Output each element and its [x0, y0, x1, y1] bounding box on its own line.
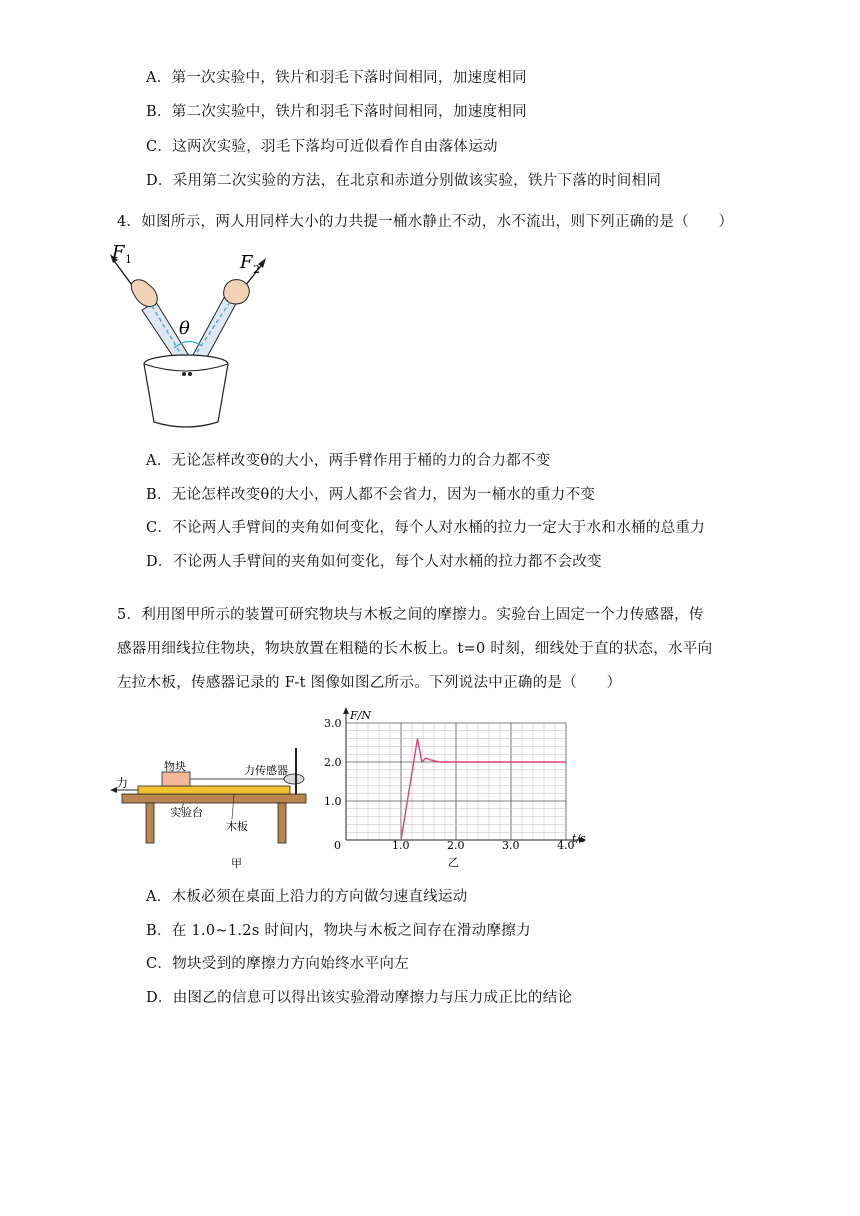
x-tick-label: 4.0	[557, 839, 575, 852]
q5-stem-line-1: 5．利用图甲所示的装置可研究物块与木板之间的摩擦力。实验台上固定一个力传感器，传	[117, 607, 704, 623]
ft-chart	[318, 700, 598, 872]
x-tick-label: 0	[334, 839, 341, 852]
x-tick-label: 2.0	[447, 839, 465, 852]
q3-option-a: A．第一次实验中，铁片和羽毛下落时间相同，加速度相同	[146, 70, 527, 86]
board	[138, 786, 290, 794]
f1-subscript: 1	[125, 253, 132, 266]
q4-option-c: C．不论两人手臂间的夹角如何变化，每个人对水桶的拉力一定大于水和水桶的总重力	[146, 520, 705, 536]
f1-label: F	[112, 242, 125, 263]
force-label: 力	[116, 776, 129, 790]
q3-option-d: D．采用第二次实验的方法，在北京和赤道分别做该实验，铁片下落的时间相同	[146, 173, 662, 189]
q4-option-b: B．无论怎样改变θ的大小，两人都不会省力，因为一桶水的重力不变	[146, 487, 596, 503]
q5-stem-line-3: 左拉木板，传感器记录的 F-t 图像如图乙所示。下列说法中正确的是（ ）	[117, 675, 622, 691]
q4-option-a: A．无论怎样改变θ的大小，两手臂作用于桶的力的合力都不变	[146, 453, 551, 469]
q5-option-a: A．木板必须在桌面上沿力的方向做匀速直线运动	[146, 889, 468, 905]
q5-option-b: B．在 1.0~1.2s 时间内，物块与木板之间存在滑动摩擦力	[146, 923, 531, 939]
f2-label: F	[240, 252, 253, 273]
table-top	[122, 794, 306, 803]
table-label: 实验台	[170, 806, 203, 819]
q3-option-b: B．第二次实验中，铁片和羽毛下落时间相同，加速度相同	[146, 104, 527, 120]
x-tick-label: 3.0	[502, 839, 520, 852]
y-tick-label: 2.0	[324, 756, 342, 769]
block	[162, 772, 190, 786]
sensor-label: 力传感器	[244, 764, 288, 777]
y-tick-label: 1.0	[324, 795, 342, 808]
block-label: 物块	[164, 760, 186, 773]
y-tick-label: 3.0	[324, 717, 342, 730]
f2-subscript: 2	[253, 263, 260, 276]
q3-option-c: C．这两次实验，羽毛下落均可近似看作自由落体运动	[146, 139, 498, 155]
chart-caption: 乙	[448, 856, 459, 869]
bucket-figure	[102, 238, 274, 434]
y-axis-label: F/N	[350, 709, 371, 722]
x-axis-label: t/s	[572, 832, 586, 845]
x-tick-label: 1.0	[392, 839, 410, 852]
q4-option-d: D．不论两人手臂间的夹角如何变化，每个人对水桶的拉力都不会改变	[146, 554, 602, 570]
q5-option-c: C．物块受到的摩擦力方向始终水平向左	[146, 956, 409, 972]
board-label: 木板	[226, 820, 248, 833]
apparatus-figure	[108, 742, 313, 872]
y-axis-arrow	[343, 707, 349, 714]
theta-label: θ	[179, 318, 190, 339]
q5-stem-line-2: 感器用细线拉住物块，物块放置在粗糙的长木板上。t=0 时刻，细线处于直的状态，水平向	[117, 641, 713, 657]
q4-stem: 4．如图所示，两人用同样大小的力共提一桶水静止不动，水不流出，则下列正确的是（ ）	[117, 214, 734, 230]
apparatus-caption: 甲	[231, 857, 242, 870]
series-line	[401, 739, 566, 840]
q5-option-d: D．由图乙的信息可以得出该实验滑动摩擦力与压力成正比的结论	[146, 990, 573, 1006]
